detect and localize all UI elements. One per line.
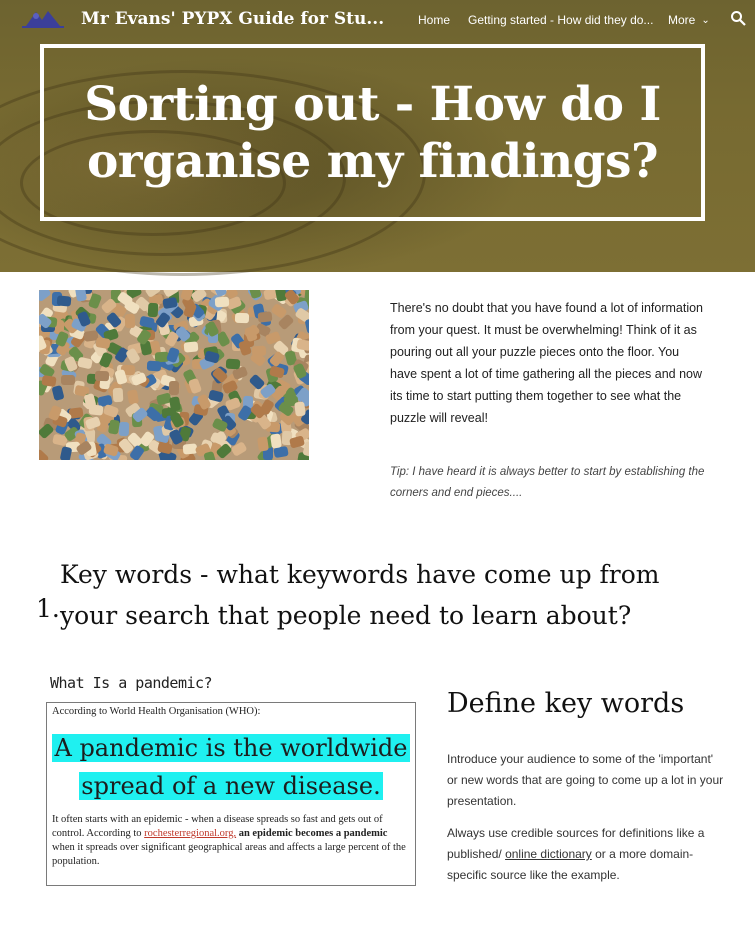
pandemic-body-bold: an epidemic becomes a pandemic	[238, 828, 388, 839]
puzzle-piece	[258, 311, 273, 322]
puzzle-piece	[39, 290, 52, 302]
puzzle-piece	[39, 449, 50, 460]
define-p2-end: or a more domain-specific source like the example.	[447, 847, 694, 882]
nav-getting-started-link[interactable]: Getting started - How did they do...	[468, 13, 654, 27]
puzzle-piece	[184, 341, 199, 352]
define-paragraph-2	[447, 823, 732, 886]
puzzle-piece	[51, 385, 64, 401]
puzzle-piece	[60, 446, 73, 460]
pandemic-body-text	[52, 813, 412, 869]
pandemic-headline-line2: spread of a new disease.	[81, 772, 381, 800]
pandemic-headline-line1: A pandemic is the worldwide	[54, 734, 408, 762]
page-title-line2: organise my findings?	[86, 134, 659, 189]
chevron-down-icon: ⌄	[701, 15, 710, 26]
pandemic-body-start: It often starts with an epidemic - when a disease spreads so fast and gets out of control. According to	[52, 814, 383, 839]
puzzle-piece	[147, 361, 162, 372]
puzzle-piece	[305, 318, 309, 334]
pandemic-image-title: What Is a pandemic?	[50, 674, 213, 692]
tip-text: Tip: I have heard it is always better to start by establishing the corners and end pieces....	[390, 466, 705, 499]
puzzle-pieces-image	[39, 290, 309, 460]
define-paragraph-1: Introduce your audience to some of the 'important' or new words that are going to come up a lot in your presentation.	[447, 752, 724, 808]
search-icon[interactable]	[730, 10, 746, 26]
puzzle-piece	[148, 303, 159, 318]
nav-more-menu[interactable]	[668, 13, 710, 27]
online-dictionary-link[interactable]: online dictionary	[505, 847, 592, 861]
pandemic-source-line: According to World Health Organisation (WHO):	[52, 706, 261, 717]
puzzle-piece	[235, 313, 249, 323]
puzzle-piece	[294, 401, 306, 416]
nav-home-link[interactable]: Home	[418, 13, 451, 27]
site-logo-icon[interactable]	[18, 6, 68, 32]
page-header-banner	[0, 0, 755, 272]
pandemic-definition-box	[46, 702, 416, 886]
page-title-line1: Sorting out - How do I	[84, 77, 661, 132]
list-number: 1.	[36, 594, 60, 623]
puzzle-piece	[77, 357, 93, 370]
nav-more-label: More	[668, 13, 696, 27]
puzzle-piece	[169, 381, 179, 395]
pandemic-body-end: when it spreads over significant geographical areas and affects a large percent of the population.	[52, 842, 406, 867]
puzzle-piece	[41, 375, 56, 387]
puzzle-piece	[57, 295, 72, 306]
puzzle-piece	[113, 388, 124, 403]
top-navigation-bar	[0, 0, 755, 40]
intro-paragraph: There's no doubt that you have found a lot of information from your quest. It must be overwhelming! Think of it as pouring out all your puzzle pieces onto the floor. You have spent a lot of time gathering all the pieces and now its time to start putting them together to see what the puzzle will reveal!	[390, 301, 704, 425]
site-title[interactable]: Mr Evans' PYPX Guide for Stu...	[81, 9, 385, 29]
define-key-words-heading: Define key words	[447, 688, 685, 719]
pandemic-definition-image	[40, 672, 420, 890]
define-p2-start: Always use credible sources for definitions like a published/	[447, 826, 705, 861]
puzzle-piece	[270, 433, 282, 448]
pandemic-headline	[52, 729, 410, 805]
page-title-frame	[40, 44, 705, 221]
puzzle-piece	[215, 297, 230, 308]
puzzle-piece	[95, 371, 109, 381]
pandemic-source-link: rochesterregional.org,	[144, 828, 237, 839]
puzzle-piece	[226, 359, 241, 370]
puzzle-piece	[125, 314, 135, 328]
keywords-heading: Key words - what keywords have come up from your search that people need to learn about?	[60, 560, 660, 630]
page-title	[44, 76, 701, 190]
puzzle-piece	[61, 375, 75, 385]
puzzle-piece	[252, 346, 267, 357]
puzzle-piece	[169, 396, 181, 411]
puzzle-piece	[304, 290, 309, 301]
puzzle-piece	[89, 404, 104, 415]
puzzle-piece	[75, 290, 87, 302]
puzzle-piece	[257, 436, 269, 451]
puzzle-piece	[119, 422, 129, 436]
